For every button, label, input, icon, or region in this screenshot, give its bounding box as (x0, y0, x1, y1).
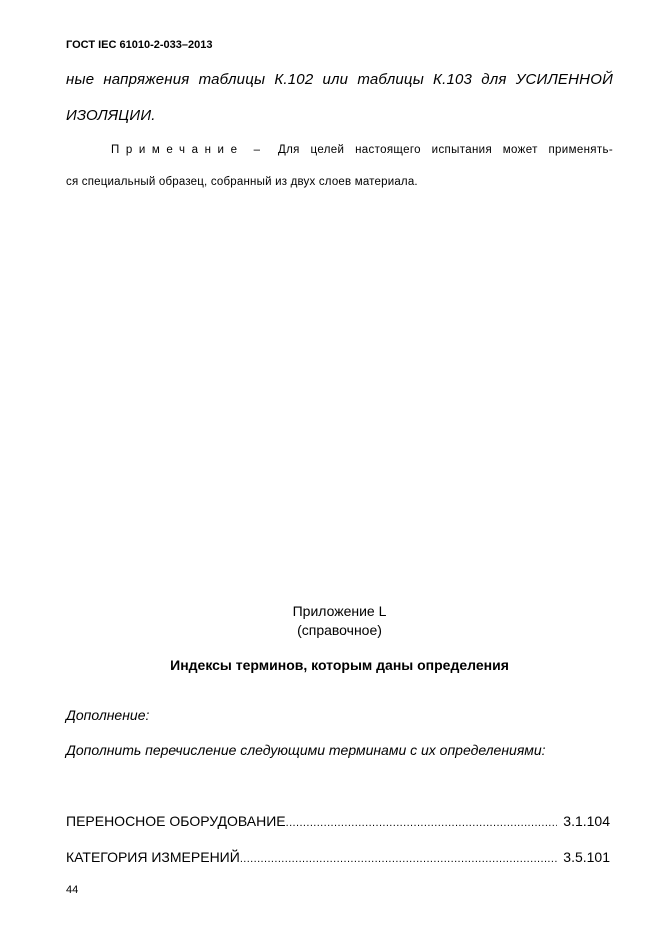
document-code: ГОСТ IEC 61010-2-033–2013 (66, 39, 213, 51)
note-line-1 (66, 144, 613, 156)
index-entry (66, 849, 610, 865)
body-text-line-2: ИЗОЛЯЦИИ. (66, 107, 156, 124)
note-text-line-2: ся специальный образец, собранный из двух слоев материала. (66, 176, 418, 188)
index-term: ПЕРЕНОСНОЕ ОБОРУДОВАНИЕ (66, 813, 286, 829)
dot-leader (286, 817, 558, 829)
note-text-line-1: Для целей настоящего испытания может применять- (277, 144, 613, 156)
dot-leader (240, 853, 557, 865)
note-label: Примечание (111, 144, 244, 156)
page-number: 44 (66, 884, 79, 896)
index-entry (66, 813, 610, 829)
index-ref: 3.1.104 (563, 813, 610, 829)
supplement-instruction: Дополнить перечисление следующими терминами с их определениями: (66, 742, 546, 758)
appendix-subtitle: (справочное) (297, 622, 382, 638)
note-dash: – (253, 144, 260, 156)
supplement-label: Дополнение: (66, 707, 150, 723)
appendix-heading: Индексы терминов, которым даны определения (170, 657, 509, 673)
appendix-title: Приложение L (292, 603, 387, 619)
body-text-line-1: ные напряжения таблицы К.102 или таблицы К.103 для УСИЛЕННОЙ (66, 71, 613, 88)
index-ref: 3.5.101 (563, 849, 610, 865)
index-term: КАТЕГОРИЯ ИЗМЕРЕНИЙ (66, 849, 240, 865)
